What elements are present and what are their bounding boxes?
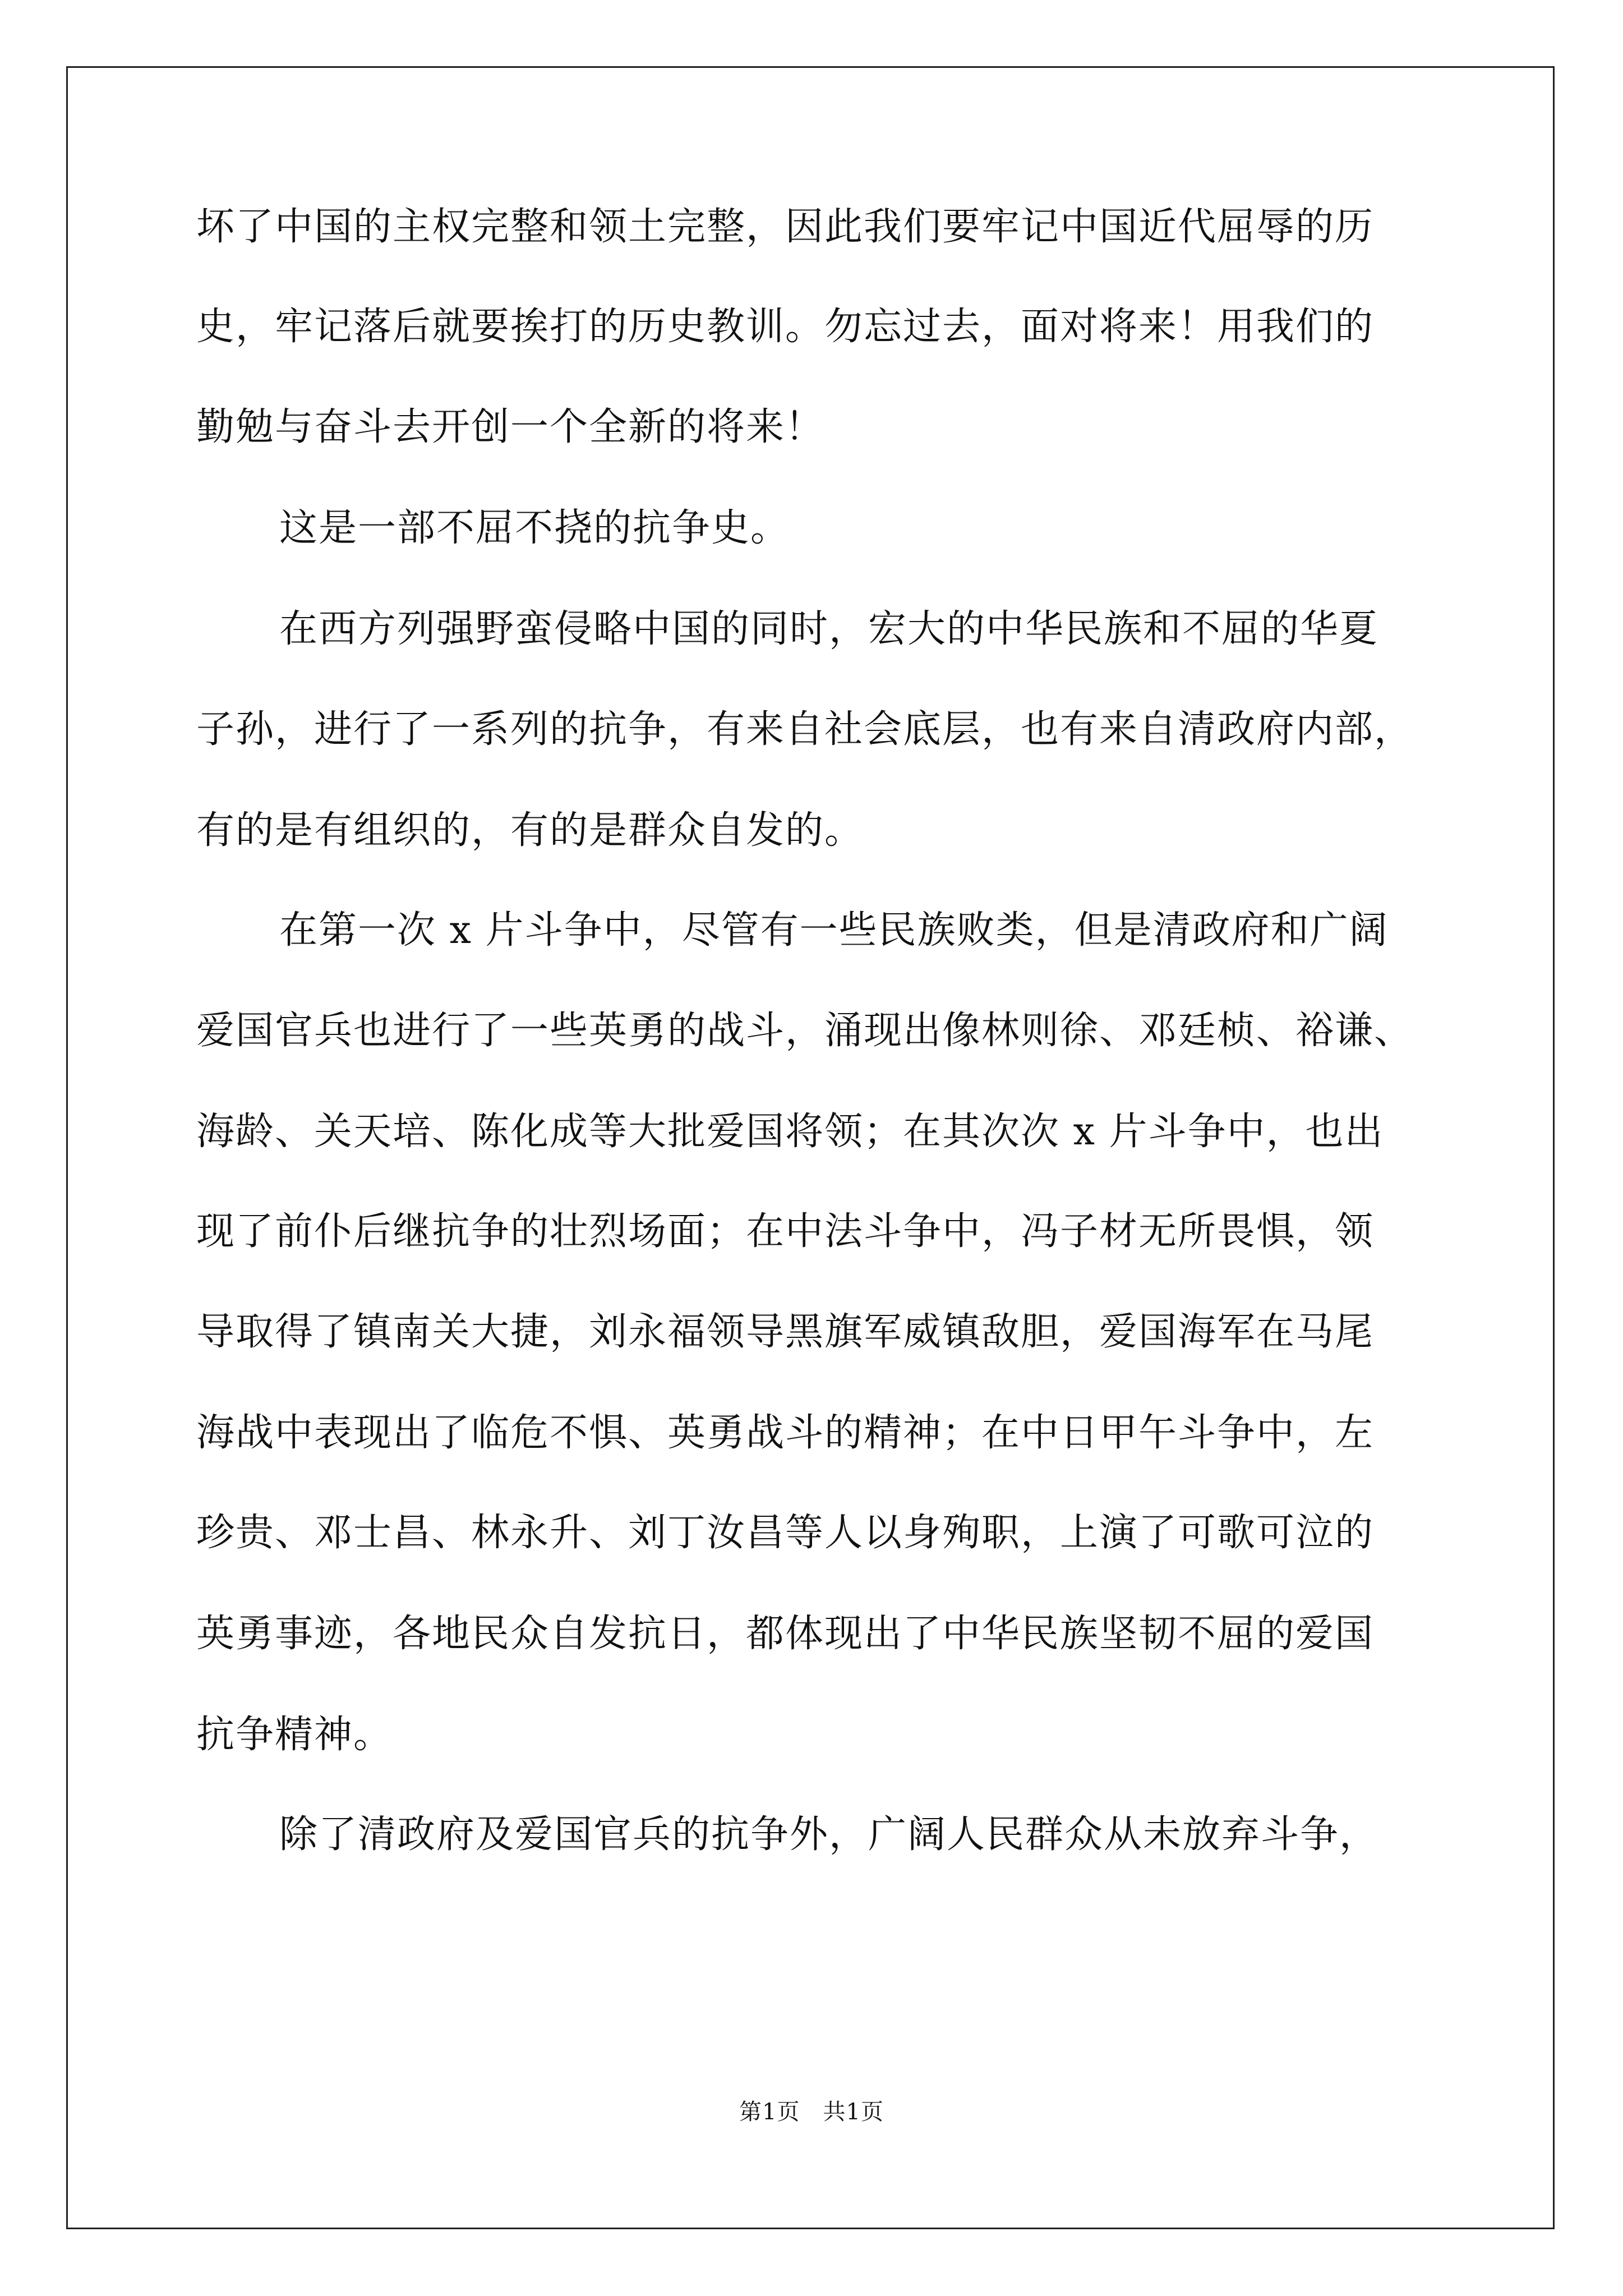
- text-line: 导取得了镇南关大捷，刘永福领导黑旗军威镇敌胆，爱国海军在马尾: [196, 1310, 1375, 1354]
- text-line: 爱国官兵也进行了一些英勇的战斗，涌现出像林则徐、邓廷桢、裕谦、: [196, 1009, 1414, 1053]
- text-line: 海龄、关天培、陈化成等大批爱国将领；在其次次 x 片斗争中，也出: [196, 1110, 1384, 1154]
- text-line: 有的是有组织的，有的是群众自发的。: [196, 808, 864, 853]
- text-line: 英勇事迹，各地民众自发抗日，都体现出了中华民族坚韧不屈的爱国: [196, 1612, 1375, 1656]
- text-line: 勤勉与奋斗去开创一个全新的将来！: [196, 405, 825, 449]
- text-line: 海战中表现出了临危不惧、英勇战斗的精神；在中日甲午斗争中，左: [196, 1411, 1375, 1455]
- paragraph-first-line: 在第一次 x 片斗争中，尽管有一些民族败类，但是清政府和广阔: [279, 908, 1389, 953]
- text-line: 珍贵、邓士昌、林永升、刘丁汝昌等人以身殉职，上演了可歌可泣的: [196, 1511, 1375, 1555]
- paragraph-first-line: 这是一部不屈不挠的抗争史。: [279, 506, 790, 550]
- paragraph-first-line: 除了清政府及爱国官兵的抗争外，广阔人民群众从未放弃斗争，: [279, 1812, 1379, 1857]
- text-line: 史，牢记落后就要挨打的历史教训。勿忘过去，面对将来！用我们的: [196, 305, 1375, 349]
- text-line: 子孙，进行了一系列的抗争，有来自社会底层，也有来自清政府内部，: [196, 707, 1414, 752]
- page-number-footer: 第1页 共1页: [739, 2099, 884, 2125]
- text-line: 坏了中国的主权完整和领土完整，因此我们要牢记中国近代屈辱的历: [196, 205, 1375, 249]
- text-line: 现了前仆后继抗争的壮烈场面；在中法斗争中，冯子材无所畏惧，领: [196, 1209, 1375, 1254]
- paragraph-first-line: 在西方列强野蛮侵略中国的同时，宏大的中华民族和不屈的华夏: [279, 607, 1379, 651]
- text-line: 抗争精神。: [196, 1713, 393, 1757]
